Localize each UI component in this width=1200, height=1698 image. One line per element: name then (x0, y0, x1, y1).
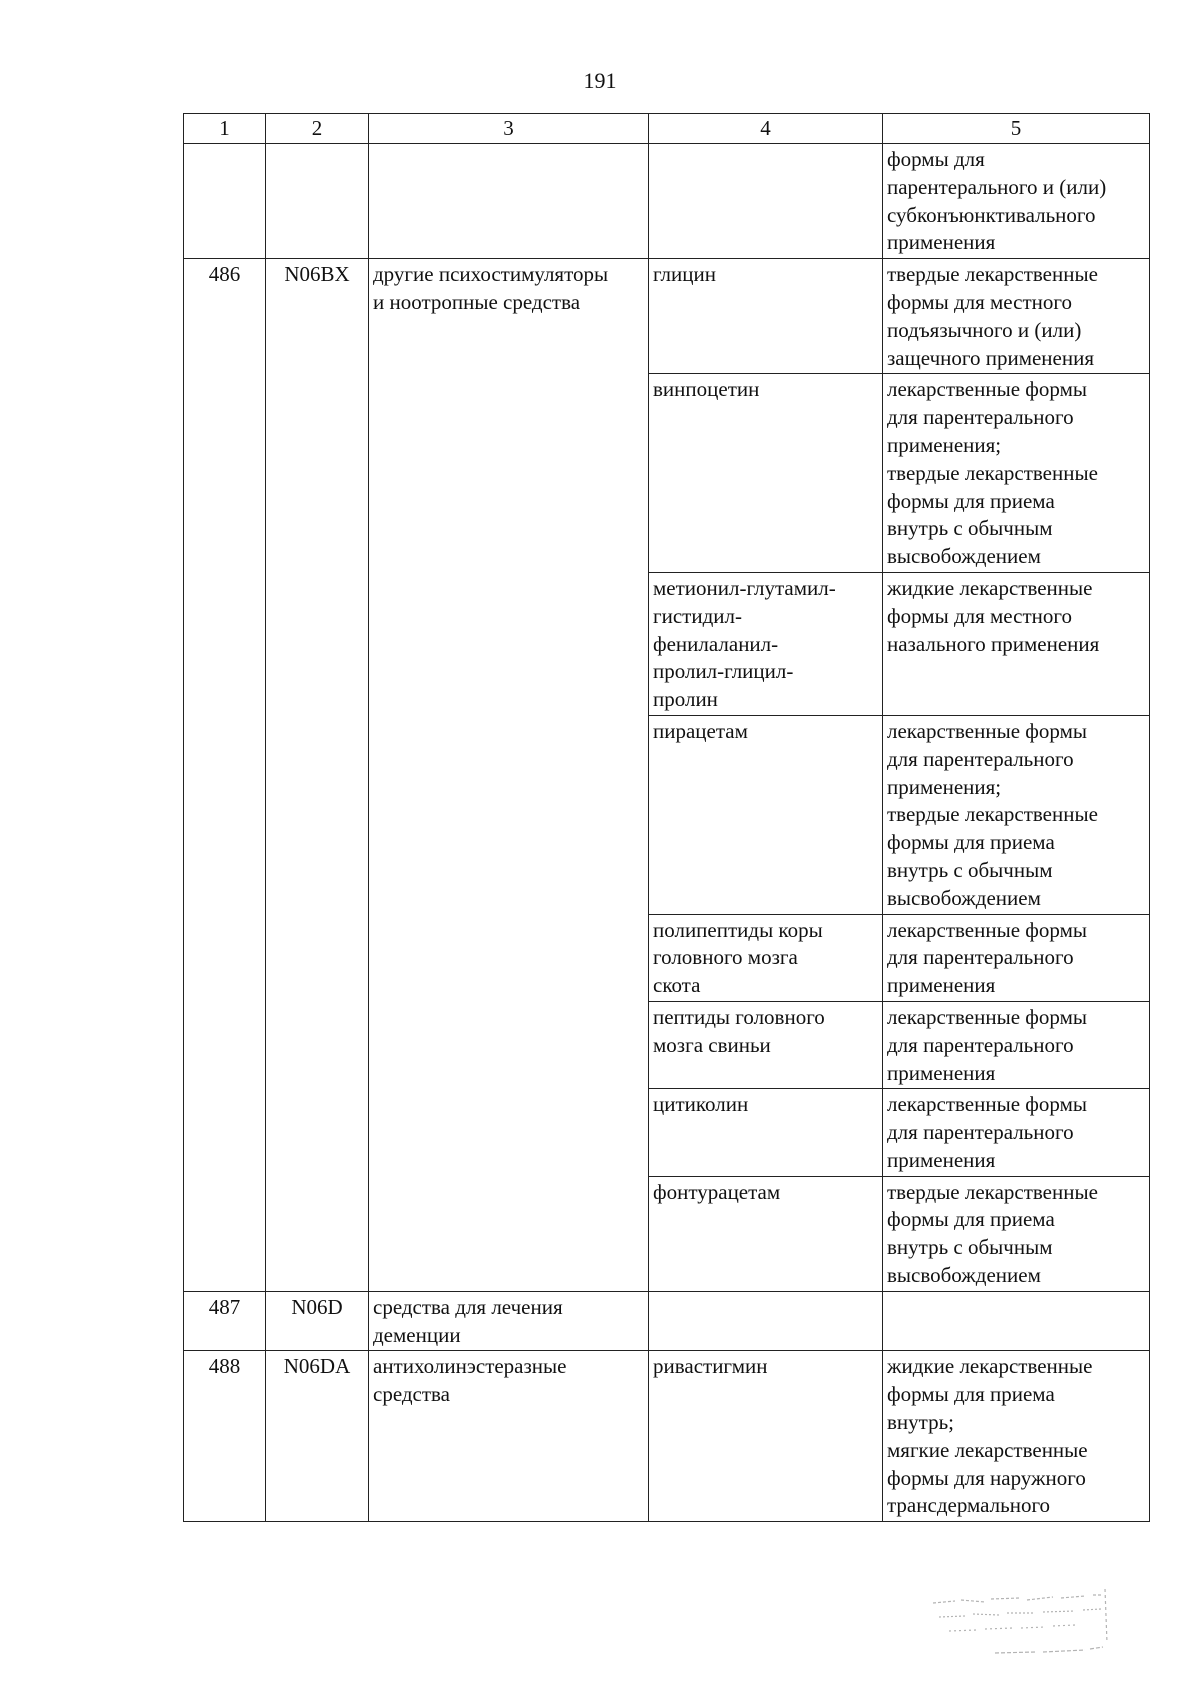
header-col-5: 5 (883, 114, 1150, 144)
text-line: пептиды головного (653, 1004, 825, 1029)
text-line: лекарственные формы (887, 917, 1087, 942)
cell-form (883, 259, 1150, 374)
text-line: высвобождением (887, 1263, 1041, 1288)
cell-drug-name (649, 1176, 883, 1291)
text-line: применения; (887, 432, 1002, 457)
text-line: высвобождением (887, 544, 1041, 569)
text-line: формы для (887, 147, 985, 171)
cell-row-number: 487 (184, 1291, 266, 1351)
text-line: применения; (887, 774, 1002, 799)
text-line: внутрь; (887, 1410, 954, 1435)
cell-group-name (369, 1291, 649, 1351)
text-line: внутрь с обычным (887, 857, 1053, 882)
text-line: формы для приема (887, 830, 1055, 855)
text-line: внутрь с обычным (887, 516, 1053, 541)
cell-form (883, 1176, 1150, 1291)
text-line: высвобождением (887, 885, 1041, 910)
cell-form (883, 572, 1150, 715)
text-line: для парентерального (887, 945, 1074, 970)
table-row-486 (184, 259, 1150, 374)
cell-empty (369, 144, 649, 259)
cell-form (883, 914, 1150, 1001)
text-line: формы для местного (887, 603, 1072, 628)
cell-form (883, 1351, 1150, 1522)
text-line: цитиколин (653, 1092, 749, 1117)
cell-drug-name (649, 572, 883, 715)
text-line: и ноотропные средства (373, 289, 581, 314)
text-line: антихолинэстеразные (373, 1354, 567, 1379)
text-line: применения (887, 973, 996, 998)
text-line: формы для приема (887, 1207, 1055, 1232)
cell-empty (649, 144, 883, 259)
table-row-487 (184, 1291, 1150, 1351)
text-line: формы для приема (887, 488, 1055, 513)
text-line: для парентерального (887, 746, 1074, 771)
text-line: формы для приема (887, 1382, 1055, 1407)
cell-drug-name (649, 1351, 883, 1522)
text-line: формы для наружного (887, 1465, 1086, 1490)
cell-drug-name (649, 1089, 883, 1176)
text-line: для парентерального (887, 1120, 1074, 1145)
text-line: применения (887, 1147, 996, 1172)
text-line: лекарственные формы (887, 377, 1087, 402)
text-line: формы для местного (887, 289, 1072, 314)
cell-empty (266, 144, 369, 259)
text-line: применения (887, 230, 996, 255)
cell-form (883, 1001, 1150, 1088)
text-line: твердые лекарственные (887, 1179, 1098, 1204)
text-line: парентерального и (или) (887, 174, 1107, 199)
cell-form (883, 144, 1150, 259)
text-line: фенилаланил- (653, 631, 779, 656)
text-line: головного мозга (653, 945, 798, 970)
text-line: пирацетам (653, 718, 748, 743)
cell-drug-name (649, 374, 883, 573)
cell-group-name (369, 259, 649, 1292)
text-line: твердые лекарственные (887, 802, 1098, 827)
text-line: трансдермального (887, 1493, 1051, 1518)
text-line: пролил-глицил- (653, 659, 794, 684)
cell-drug-name (649, 914, 883, 1001)
page-number: 191 (583, 68, 617, 93)
text-line: средства для лечения (373, 1294, 563, 1319)
table-row-488 (184, 1351, 1150, 1522)
text-line: применения (887, 1060, 996, 1085)
text-line: лекарственные формы (887, 1004, 1087, 1029)
text-line: жидкие лекарственные (887, 575, 1093, 600)
cell-empty (883, 1291, 1150, 1351)
header-col-1: 1 (184, 114, 266, 144)
text-line: мозга свиньи (653, 1032, 771, 1057)
cell-drug-name (649, 715, 883, 914)
cell-atc-code: N06DA (266, 1351, 369, 1522)
table-row-continuation (184, 144, 1150, 259)
text-line: для парентерального (887, 405, 1074, 430)
text-line: твердые лекарственные (887, 262, 1098, 287)
cell-empty (649, 1291, 883, 1351)
text-line: винпоцетин (653, 377, 760, 402)
header-col-2: 2 (266, 114, 369, 144)
text-line: пролин (653, 687, 718, 712)
text-line: другие психостимуляторы (373, 262, 609, 287)
cell-form (883, 715, 1150, 914)
text-line: лекарственные формы (887, 718, 1087, 743)
cell-atc-code: N06BX (266, 259, 369, 1292)
text-line: лекарственные формы (887, 1092, 1087, 1117)
text-line: для парентерального (887, 1032, 1074, 1057)
text-line: деменции (373, 1322, 461, 1347)
text-line: мягкие лекарственные (887, 1437, 1088, 1462)
cell-form (883, 374, 1150, 573)
text-line: субконъюнктивального (887, 202, 1096, 227)
cell-row-number: 486 (184, 259, 266, 1292)
text-line: средства (373, 1382, 451, 1407)
text-line: глицин (653, 262, 716, 287)
text-line: внутрь с обычным (887, 1235, 1053, 1260)
stamp-mark (925, 1583, 1115, 1668)
cell-form (883, 1089, 1150, 1176)
text-line: полипептиды коры (653, 917, 823, 942)
text-line: подъязычного и (или) (887, 317, 1082, 342)
cell-drug-name (649, 1001, 883, 1088)
medicines-table (183, 113, 1150, 1522)
cell-drug-name (649, 259, 883, 374)
text-line: защечного применения (887, 345, 1095, 370)
header-row (184, 114, 1150, 144)
cell-group-name (369, 1351, 649, 1522)
header-col-3: 3 (369, 114, 649, 144)
cell-atc-code: N06D (266, 1291, 369, 1351)
text-line: метионил-глутамил- (653, 575, 836, 600)
text-line: гистидил- (653, 603, 742, 628)
text-line: фонтурацетам (653, 1179, 781, 1204)
text-line: назального применения (887, 631, 1100, 656)
cell-row-number: 488 (184, 1351, 266, 1522)
text-line: жидкие лекарственные (887, 1354, 1093, 1379)
text-line: скота (653, 973, 701, 998)
text-line: твердые лекарственные (887, 460, 1098, 485)
text-line: ривастигмин (653, 1354, 768, 1379)
header-col-4: 4 (649, 114, 883, 144)
cell-empty (184, 144, 266, 259)
